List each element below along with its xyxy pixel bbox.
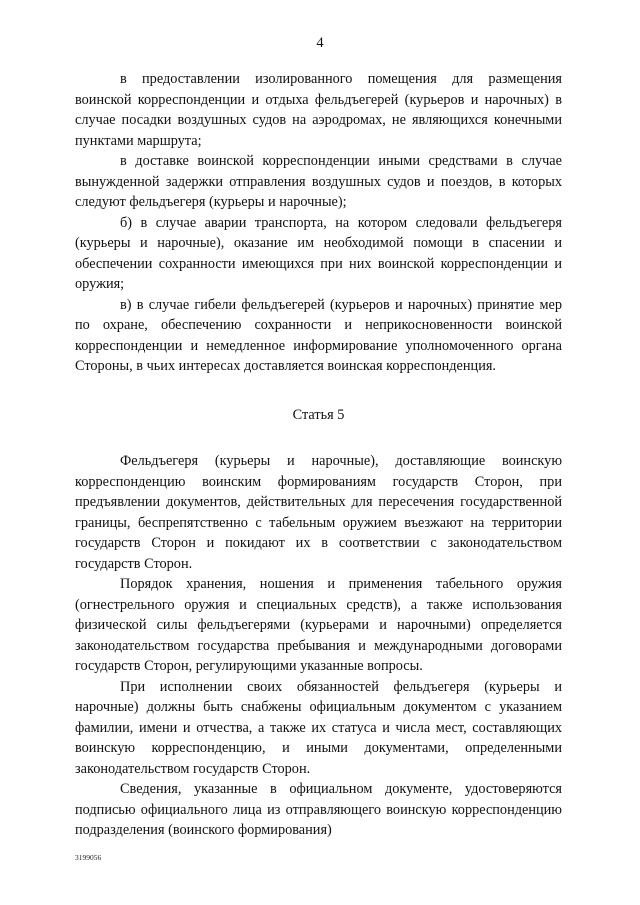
document-body [75,69,562,841]
paragraph-signature: Сведения, указанные в официальном документе, удостоверяются подписью официального лица из отправляющего воинскую корреспонденцию подразделения (воинского формирования) [75,781,562,838]
paragraph-official-document: При исполнении своих обязанностей фельдъегеря (курьеры и нарочные) должны быть снабжены официальным документом с указанием фамилии, имени и отчества, а также их статуса и числа мест, составляющих воинскую корреспонденцию, и иными документами, определенными законодательством государств Сторон. [75,678,562,777]
page-number: 4 [316,35,324,51]
paragraph-transport-accident: б) в случае аварии транспорта, на котором следовали фельдъегеря (курьеры и нарочные), оказание им необходимой помощи в спасении и обеспечении сохранности имеющихся при них воинской корреспонденции и оружия; [75,214,562,292]
article-heading: Статья 5 [292,406,345,423]
paragraph-courier-death: в) в случае гибели фельдъегерей (курьеров и нарочных) принятие мер по охране, обеспечению сохранности и неприкосновенности воинской корреспонденции и немедленное информирование уполномоченного органа Стороны, в чьих интересах доставляется воинская корреспонденция. [75,296,562,374]
document-code: 3199056 [75,853,102,862]
paragraph-weapons-use: Порядок хранения, ношения и применения табельного оружия (огнестрельного оружия и специальных средств), а также использования физической силы фельдъегерями (курьерами и нарочными) определяется законодательством государства пребывания и международными договорами государств Сторон, регулирующими указанные вопросы. [75,576,562,674]
paragraph-premises: в предоставлении изолированного помещения для размещения воинской корреспонденции и отдыха фельдъегерей (курьеров и нарочных) в случае посадки воздушных судов на аэродромах, не являющихся конечными пунктами маршрута; [75,71,562,149]
paragraph-delivery-delay: в доставке воинской корреспонденции иными средствами в случае вынужденной задержки отправления воздушных судов и поездов, в которых следуют фельдъегеря (курьеры и нарочные); [75,153,562,210]
paragraph-border-crossing: Фельдъегеря (курьеры и нарочные), доставляющие воинскую корреспонденцию воинским формированиям государств Сторон, при предъявлении документов, действительных для пересечения государственной границы, беспрепятственно с табельным оружием въезжают на территории государств Сторон и покидают их в соответствии с законодательством государств Сторон. [75,453,562,572]
